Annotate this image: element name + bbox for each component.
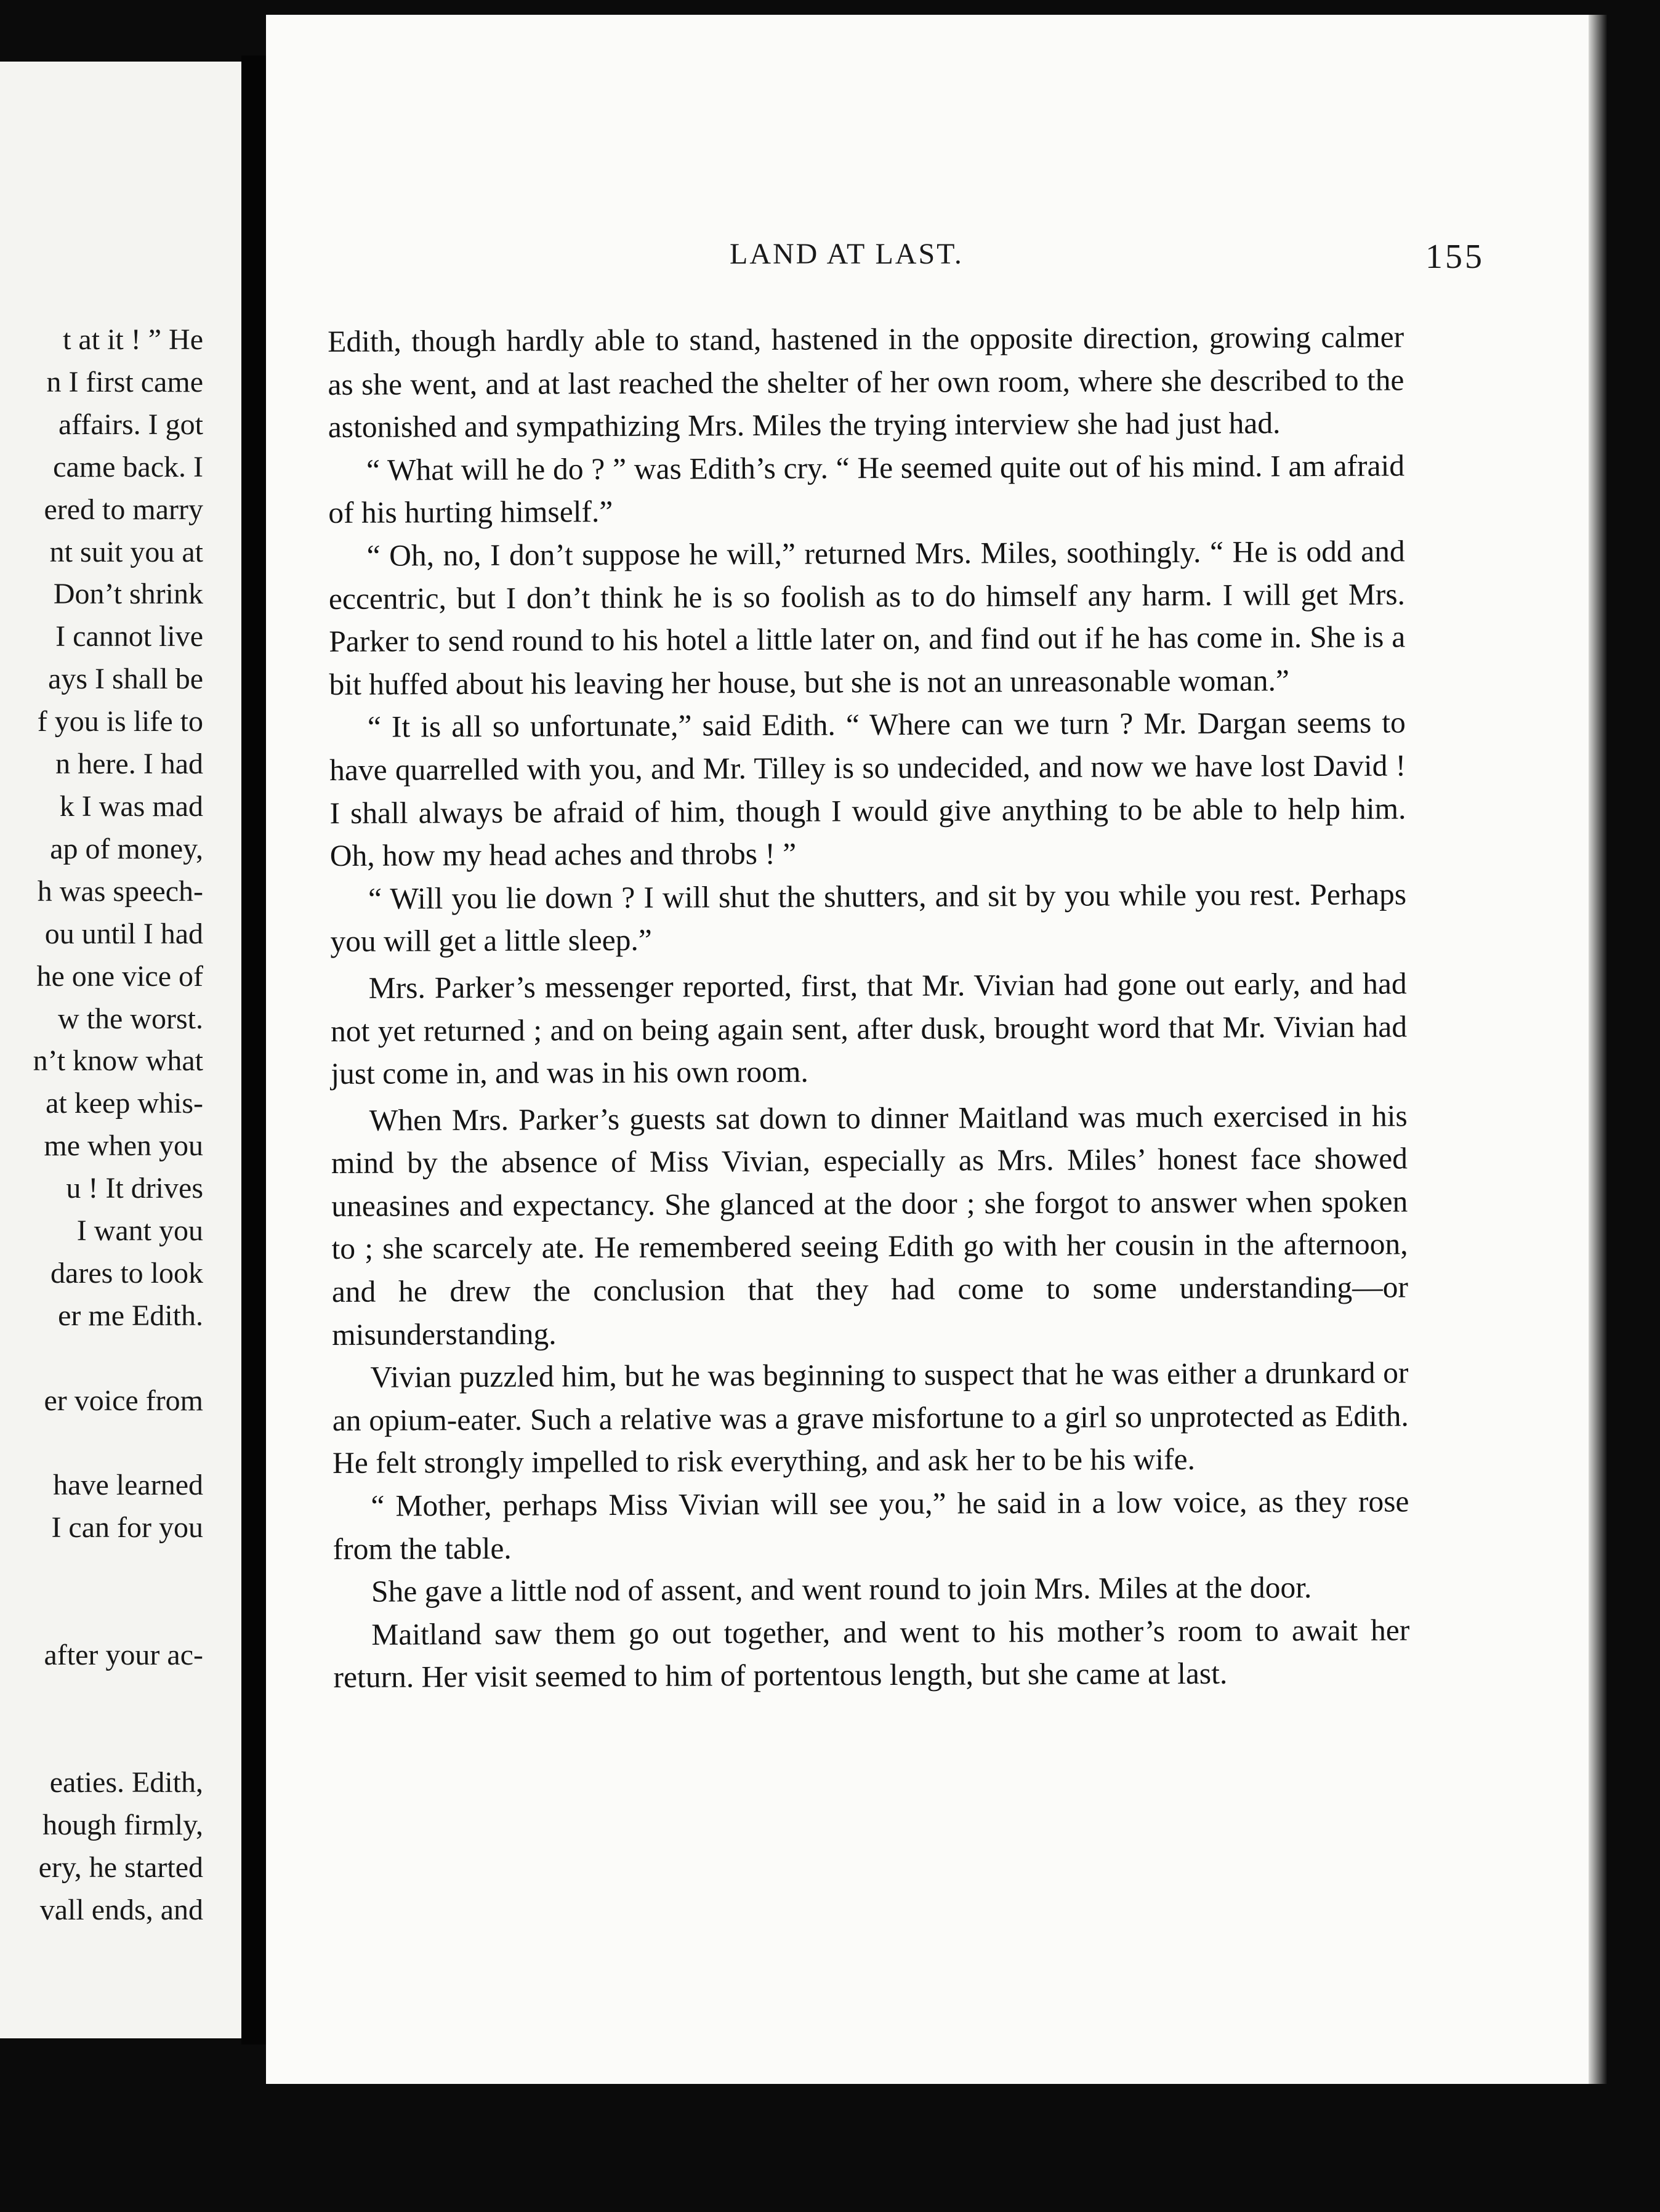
left-page-line: Don’t shrink — [53, 578, 203, 611]
left-page-line: after your ac- — [44, 1639, 203, 1672]
left-page-line: me when you — [44, 1129, 203, 1163]
left-page-line — [33, 1592, 203, 1634]
page-number: 155 — [1425, 238, 1485, 276]
page-edge-shadow — [1589, 15, 1607, 2084]
left-page-line: ered to marry — [44, 493, 203, 526]
paragraph: Vivian puzzled him, but he was beginning to suspect that he was either a drunkard or an opium-eater. Such a relative was a grave misfortune to a girl so unprotected as Edith. He felt strongly impelled to risk everything, and ask her to be his wife. — [332, 1355, 1409, 1480]
left-page-line: n I first came — [46, 365, 203, 398]
left-page-line: at keep whis- — [46, 1087, 203, 1120]
left-page-line: I can for you — [51, 1511, 203, 1544]
left-page-line: vall ends, and — [39, 1893, 203, 1926]
paragraph: “ Mother, perhaps Miss Vivian will see you,” he said in a low voice, as they rose from the table. — [332, 1484, 1409, 1566]
left-page-line: h was speech- — [37, 874, 203, 908]
left-page-line: w the worst. — [58, 1002, 203, 1035]
left-page-line: t at it ! ” He — [63, 323, 203, 356]
paragraph: Edith, though hardly able to stand, hastened in the opposite direction, growing calmer as she went, and at last reached the shelter of her own room, where she described to the astonished and sympathizing Mrs. Miles the trying interview she had just had. — [328, 320, 1404, 445]
left-page-line: nt suit you at — [49, 535, 203, 568]
left-page-line: ery, he started — [38, 1851, 203, 1884]
left-page-line: ays I shall be — [48, 663, 203, 696]
paragraph: When Mrs. Parker’s guests sat down to dinner Maitland was much exercised in his mind by the absence of Miss Vivian, especially as Mrs. Miles’ honest face showed uneasines and expectancy. She glanced at the door ; she forgot to answer when spoken to ; she scarcely ate. He remembered seeing Edith go with her cousin in the afternoon, and he drew the conclusion that they had come to some understanding—or misunderstanding. — [331, 1099, 1408, 1352]
left-page-line — [33, 1338, 203, 1380]
paragraph: Maitland saw them go out together, and went to his mother’s room to await her return. Her visit seemed to him of portentous length, but she came at last. — [333, 1613, 1410, 1695]
paragraph: “ Will you lie down ? I will shut the shutters, and sit by you while you rest. Perhaps you will get a little sleep.” — [330, 877, 1407, 959]
left-page-line: he one vice of — [36, 959, 203, 993]
left-page-line: k I was mad — [59, 789, 203, 823]
left-page-line: f you is life to — [37, 705, 203, 738]
left-page-line — [33, 1549, 203, 1592]
left-page-line: I want you — [76, 1214, 203, 1248]
left-page-line: dares to look — [50, 1256, 203, 1290]
left-page-line: have learned — [53, 1469, 203, 1502]
left-page-line: hough firmly, — [42, 1808, 203, 1841]
left-facing-page — [0, 62, 241, 2038]
left-page-line — [33, 1423, 203, 1465]
left-page-line: er me Edith. — [58, 1299, 203, 1332]
left-page-line: er voice from — [44, 1384, 203, 1417]
left-page-line: n here. I had — [55, 748, 203, 781]
left-page-line: came back. I — [53, 450, 203, 483]
paragraph: Mrs. Parker’s messenger reported, first, that Mr. Vivian had gone out early, and had not yet returned ; and on being again sent, after dusk, brought word that Mr. Vivian had just come in, and was in his own room. — [330, 966, 1408, 1091]
paragraph: “ It is all so unfortunate,” said Edith. “ Where can we turn ? Mr. Dargan seems to have quarrelled with you, and Mr. Tilley is so undecided, and now we have lost David ! I shall always be afraid of him, though I would give anything to be able to help him. Oh, how my head aches and throbs ! ” — [329, 705, 1406, 873]
running-title: LAND AT LAST. — [730, 238, 964, 270]
page-body — [328, 315, 1410, 1699]
paragraph: “ Oh, no, I don’t suppose he will,” returned Mrs. Miles, soothingly. “ He is odd and eccentric, but I don’t think he is so foolish as to do himself any harm. I will get Mrs. Parker to send round to his hotel a little later on, and find out if he has come in. She is a bit huffed about his leaving her house, but she is not an unreasonable woman.” — [328, 534, 1406, 701]
book-gutter — [241, 55, 266, 2044]
left-page-line: u ! It drives — [66, 1172, 203, 1205]
left-page-line: eaties. Edith, — [49, 1766, 203, 1799]
left-page-line: ap of money, — [50, 832, 203, 865]
left-page-line: affairs. I got — [58, 408, 203, 441]
left-page-line — [33, 1719, 203, 1762]
left-page-line — [33, 1677, 203, 1719]
left-page-text — [33, 319, 203, 1931]
left-page-line: ou until I had — [44, 917, 203, 950]
paragraph: She gave a little nod of assent, and went round to join Mrs. Miles at the door. — [371, 1570, 1312, 1609]
left-page-line: I cannot live — [55, 620, 203, 653]
paragraph: “ What will he do ? ” was Edith’s cry. “ He seemed quite out of his mind. I am afraid of his hurting himself.” — [328, 448, 1405, 530]
left-page-line: n’t know what — [33, 1044, 203, 1078]
